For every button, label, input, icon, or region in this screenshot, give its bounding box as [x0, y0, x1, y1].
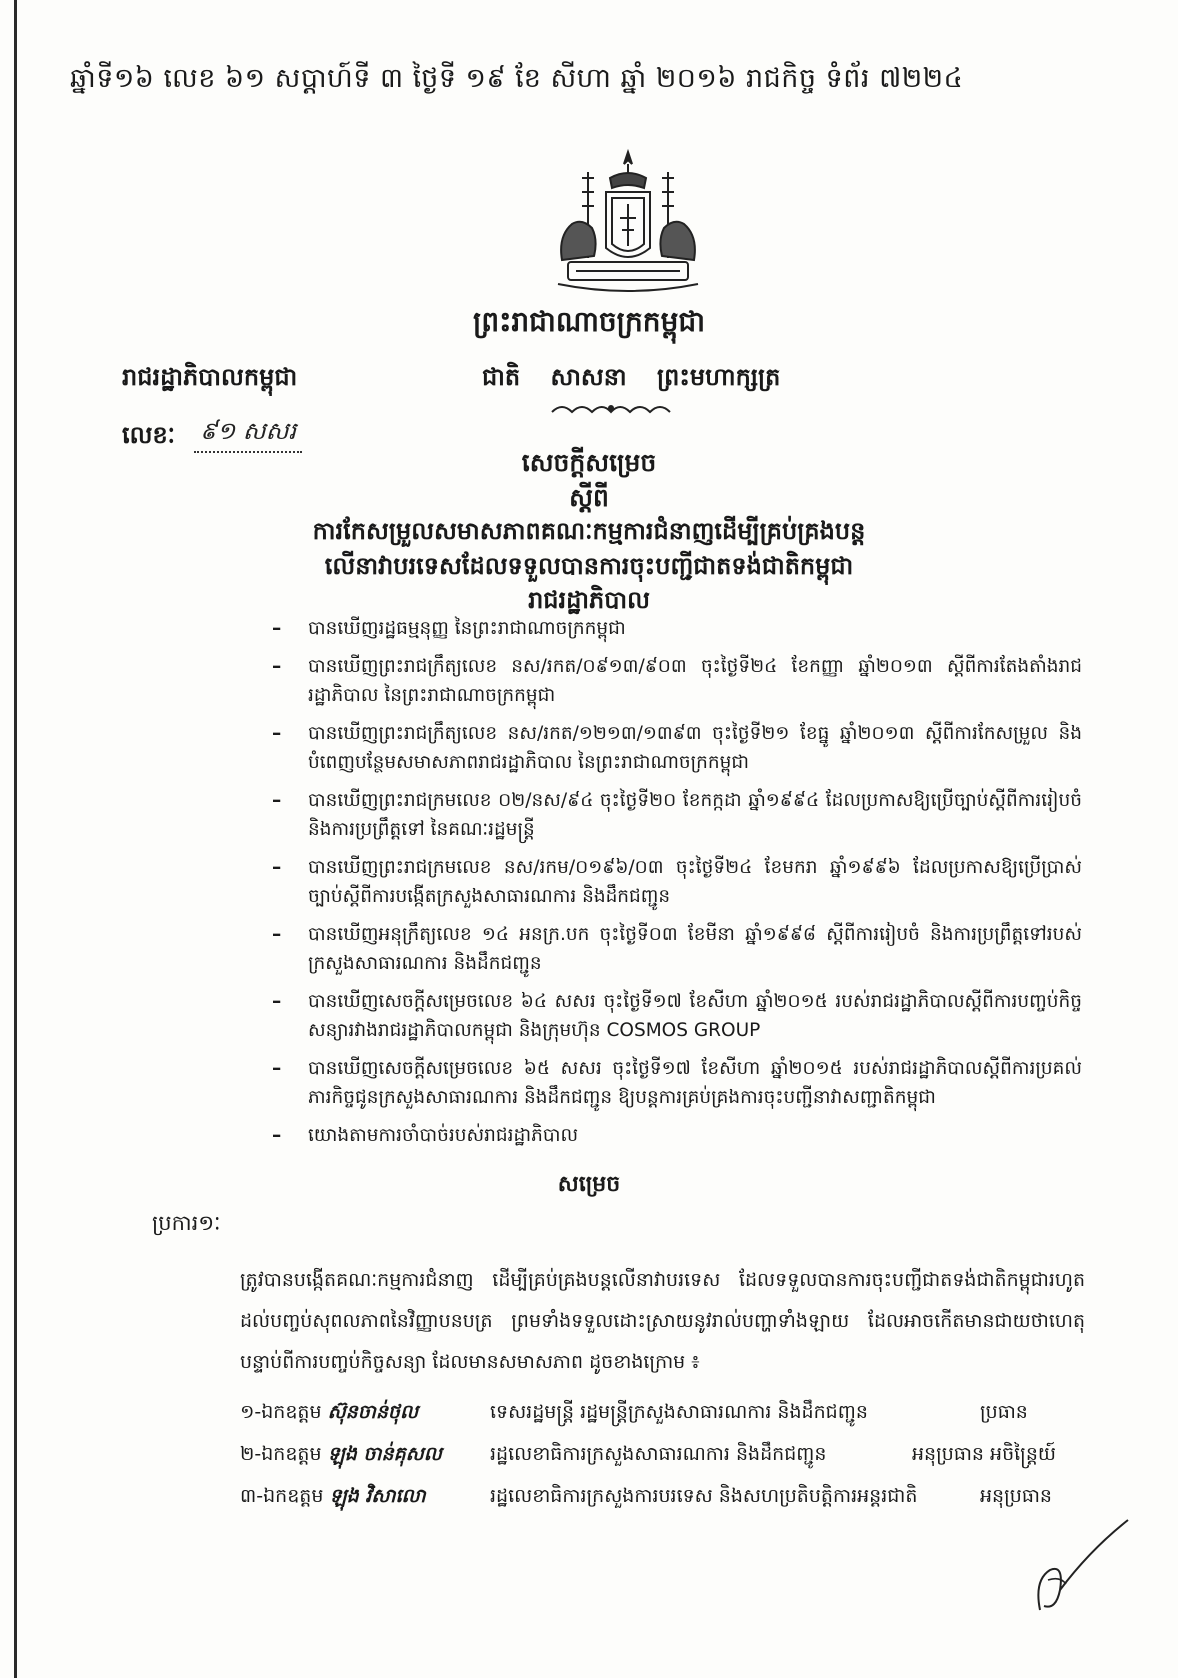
consideration-text: បានឃើញព្រះរាជក្រមលេខ នស/រកម/០១៩៦/០៣ ចុះថ្ងៃទី២៤ ខែមករា ឆ្នាំ១៩៩៦ ដែលប្រកាសឱ្យប្រើប្រាស់ច្បាប់ស្តីពីការបង្កើតក្រសួងសាធារណការ និងដឹកជញ្ជូន [308, 857, 1082, 907]
article-1-label: ប្រការ១ៈ [152, 1211, 221, 1235]
committee-member [240, 1400, 1028, 1428]
member-name: ស៊ុនចាន់ថុល [327, 1401, 419, 1423]
member-role: អនុប្រធាន [980, 1485, 1052, 1507]
consideration-text: បានឃើញអនុក្រឹត្យលេខ ១៤ អនក្រ.បក ចុះថ្ងៃទី០៣ ខែមីនា ឆ្នាំ១៩៩៨ ស្តីពីការរៀបចំ និងការប្រព្រឹត្តទៅរបស់ក្រសួងសាធារណការ និងដឹកជញ្ជូន [308, 924, 1082, 974]
consideration-text: បានឃើញរដ្ឋធម្មនុញ្ញ នៃព្រះរាជាណាចក្រកម្ពុជា [308, 618, 626, 639]
national-motto: ជាតិ សាសនា ព្រះមហាក្សត្រ [482, 363, 781, 391]
royal-coat-of-arms-icon [548, 148, 708, 296]
consideration-item: – បានឃើញរដ្ឋធម្មនុញ្ញ នៃព្រះរាជាណាចក្រកម្ពុជា [272, 618, 626, 639]
member-name: ឡុង ចាន់គុសល [327, 1443, 442, 1465]
handwritten-initial-signature [1020, 1510, 1138, 1630]
committee-member [240, 1442, 1056, 1470]
document-number-value: ៩១ សសរ [194, 416, 302, 453]
member-name: ឡុង វិសាលោ [329, 1485, 426, 1507]
subject-line-2: លើនាវាបរទេសដែលទទួលបានការចុះបញ្ជីជាតទង់ជាតិកម្ពុជា [324, 552, 854, 580]
committee-member [240, 1484, 1052, 1512]
consideration-item: – បានឃើញអនុក្រឹត្យលេខ ១៤ អនក្រ.បក ចុះថ្ងៃទី០៣ ខែមីនា ឆ្នាំ១៩៩៨ ស្តីពីការរៀបចំ និងការប្រព្រឹត្តទៅរបស់ក្រសួងសាធារណការ និងដឹកជញ្ជូន [272, 924, 1082, 974]
consideration-item: – បានឃើញព្រះរាជក្រឹត្យលេខ នស/រកត/០៩១៣/៩០៣ ចុះថ្ងៃទី២៤ ខែកញ្ញា ឆ្នាំ២០១៣ ស្តីពីការតែងតាំងរាជរដ្ឋាភិបាល នៃព្រះរាជាណាចក្រកម្ពុជា [272, 656, 1082, 706]
gazette-header: ឆ្នាំទី១៦ លេខ ៦១ សប្តាហ៍ទី ៣ ថ្ងៃទី ១៩ ខែ សីហា ឆ្នាំ ២០១៦ រាជកិច្ច ទំព័រ ៧២២៤ [70, 63, 964, 94]
consideration-text: បានឃើញសេចក្តីសម្រេចលេខ ៦៥ សសរ ចុះថ្ងៃទី១៧ ខែសីហា ឆ្នាំ២០១៥ របស់រាជរដ្ឋាភិបាលស្តីពីការប្រគល់ភារកិច្ចជូនក្រសួងសាធារណការ និងដឹកជញ្ជូន ឱ្យបន្តការគ្រប់គ្រងការចុះបញ្ជីនាវាសញ្ជាតិកម្ពុជា [308, 1058, 1082, 1108]
member-role: អនុប្រធាន អចិន្ត្រៃយ៍ [912, 1443, 1056, 1465]
consideration-text: បានឃើញព្រះរាជក្រឹត្យលេខ នស/រកត/០៩១៣/៩០៣ ចុះថ្ងៃទី២៤ ខែកញ្ញា ឆ្នាំ២០១៣ ស្តីពីការតែងតាំងរាជរដ្ឋាភិបាល នៃព្រះរាជាណាចក្រកម្ពុជា [308, 656, 1082, 706]
issuing-authority: រាជរដ្ឋាភិបាលកម្ពុជា [122, 363, 298, 391]
government-heading: រាជរដ្ឋាភិបាល [528, 586, 650, 614]
article-1-body: ត្រូវបានបង្កើតគណៈកម្មការជំនាញ ដើម្បីគ្រប់គ្រងបន្តលើនាវាបរទេស ដែលទទួលបានការចុះបញ្ជីជាតទង់ជាតិកម្ពុជារហូតដល់បញ្ចប់សុពលភាពនៃវិញ្ញាបនបត្រ ព្រមទាំងទទួលដោះស្រាយនូវរាល់បញ្ហាទាំងឡាយ ដែលអាចកើតមានជាយថាហេតុបន្ទាប់ពីការបញ្ចប់កិច្ចសន្យា ដែលមានសមាសភាព ដូចខាងក្រោម ៖ [240, 1269, 1085, 1373]
member-position: រដ្ឋលេខាធិការក្រសួងសាធារណការ និងដឹកជញ្ជូន [490, 1443, 827, 1465]
consideration-item: – យោងតាមការចាំបាច់របស់រាជរដ្ឋាភិបាល [272, 1125, 579, 1146]
member-prefix: ២-ឯកឧត្តម [240, 1443, 322, 1465]
consideration-text: បានឃើញសេចក្តីសម្រេចលេខ ៦៤ សសរ ចុះថ្ងៃទី១៧ ខែសីហា ឆ្នាំ២០១៥ របស់រាជរដ្ឋាភិបាលស្តីពីការបញ្ចប់កិច្ចសន្យារវាងរាជរដ្ឋាភិបាលកម្ពុជា និងក្រុមហ៊ុន COSMOS GROUP [308, 991, 1082, 1041]
document-number-label: លេខៈ [122, 421, 176, 449]
consideration-text: បានឃើញព្រះរាជក្រឹត្យលេខ នស/រកត/១២១៣/១៣៩៣ ចុះថ្ងៃទី២១ ខែធ្នូ ឆ្នាំ២០១៣ ស្តីពីការកែសម្រួល និងបំពេញបន្ថែមសមាសភាពរាជរដ្ឋាភិបាល នៃព្រះរាជាណាចក្រកម្ពុជា [308, 723, 1082, 773]
kingdom-heading: ព្រះរាជាណាចក្រកម្ពុជា [472, 305, 705, 338]
member-position: ទេសរដ្ឋមន្ត្រី រដ្ឋមន្ត្រីក្រសួងសាធារណការ និងដឹកជញ្ជូន [490, 1401, 868, 1423]
subject-line-1: ការកែសម្រួលសមាសភាពគណៈកម្មការជំនាញដើម្បីគ្រប់គ្រងបន្ត [312, 517, 866, 545]
consideration-item: – បានឃើញព្រះរាជក្រមលេខ ០២/នស/៩៤ ចុះថ្ងៃទី២០ ខែកក្កដា ឆ្នាំ១៩៩៤ ដែលប្រកាសឱ្យប្រើច្បាប់ស្តីពីការរៀបចំ និងការប្រព្រឹត្តទៅ នៃគណៈរដ្ឋមន្ត្រី [272, 790, 1082, 840]
consideration-text: យោងតាមការចាំបាច់របស់រាជរដ្ឋាភិបាល [308, 1125, 579, 1146]
consideration-text: បានឃើញព្រះរាជក្រមលេខ ០២/នស/៩៤ ចុះថ្ងៃទី២០ ខែកក្កដា ឆ្នាំ១៩៩៤ ដែលប្រកាសឱ្យប្រើច្បាប់ស្តីពីការរៀបចំ និងការប្រព្រឹត្តទៅ នៃគណៈរដ្ឋមន្ត្រី [308, 790, 1082, 840]
regarding-heading: ស្តីពី [569, 483, 609, 512]
considerations-list [272, 614, 1082, 1159]
scan-edge-rule [14, 0, 17, 1678]
member-role: ប្រធាន [980, 1401, 1028, 1423]
member-prefix: ១-ឯកឧត្តម [240, 1401, 322, 1423]
member-prefix: ៣-ឯកឧត្តម [240, 1485, 324, 1507]
consideration-item: – បានឃើញព្រះរាជក្រមលេខ នស/រកម/០១៩៦/០៣ ចុះថ្ងៃទី២៤ ខែមករា ឆ្នាំ១៩៩៦ ដែលប្រកាសឱ្យប្រើប្រាស់ច្បាប់ស្តីពីការបង្កើតក្រសួងសាធារណការ និងដឹកជញ្ជូន [272, 857, 1082, 907]
member-position: រដ្ឋលេខាធិការក្រសួងការបរទេស និងសហប្រតិបត្តិការអន្តរជាតិ [490, 1485, 918, 1507]
consideration-item: – បានឃើញសេចក្តីសម្រេចលេខ ៦៥ សសរ ចុះថ្ងៃទី១៧ ខែសីហា ឆ្នាំ២០១៥ របស់រាជរដ្ឋាភិបាលស្តីពីការប្រគល់ភារកិច្ចជូនក្រសួងសាធារណការ និងដឹកជញ្ជូន ឱ្យបន្តការគ្រប់គ្រងការចុះបញ្ជីនាវាសញ្ជាតិកម្ពុជា [272, 1058, 1082, 1108]
consideration-item: – បានឃើញព្រះរាជក្រឹត្យលេខ នស/រកត/១២១៣/១៣៩៣ ចុះថ្ងៃទី២១ ខែធ្នូ ឆ្នាំ២០១៣ ស្តីពីការកែសម្រួល និងបំពេញបន្ថែមសមាសភាពរាជរដ្ឋាភិបាល នៃព្រះរាជាណាចក្រកម្ពុជា [272, 723, 1082, 773]
ornament-divider-icon [548, 398, 674, 420]
consideration-item: – បានឃើញសេចក្តីសម្រេចលេខ ៦៤ សសរ ចុះថ្ងៃទី១៧ ខែសីហា ឆ្នាំ២០១៥ របស់រាជរដ្ឋាភិបាលស្តីពីការបញ្ចប់កិច្ចសន្យារវាងរាជរដ្ឋាភិបាលកម្ពុជា និងក្រុមហ៊ុន COSMOS GROUP [272, 991, 1082, 1041]
decision-title: សេចក្តីសម្រេច [521, 448, 657, 477]
decides-heading: សម្រេច [557, 1172, 621, 1197]
